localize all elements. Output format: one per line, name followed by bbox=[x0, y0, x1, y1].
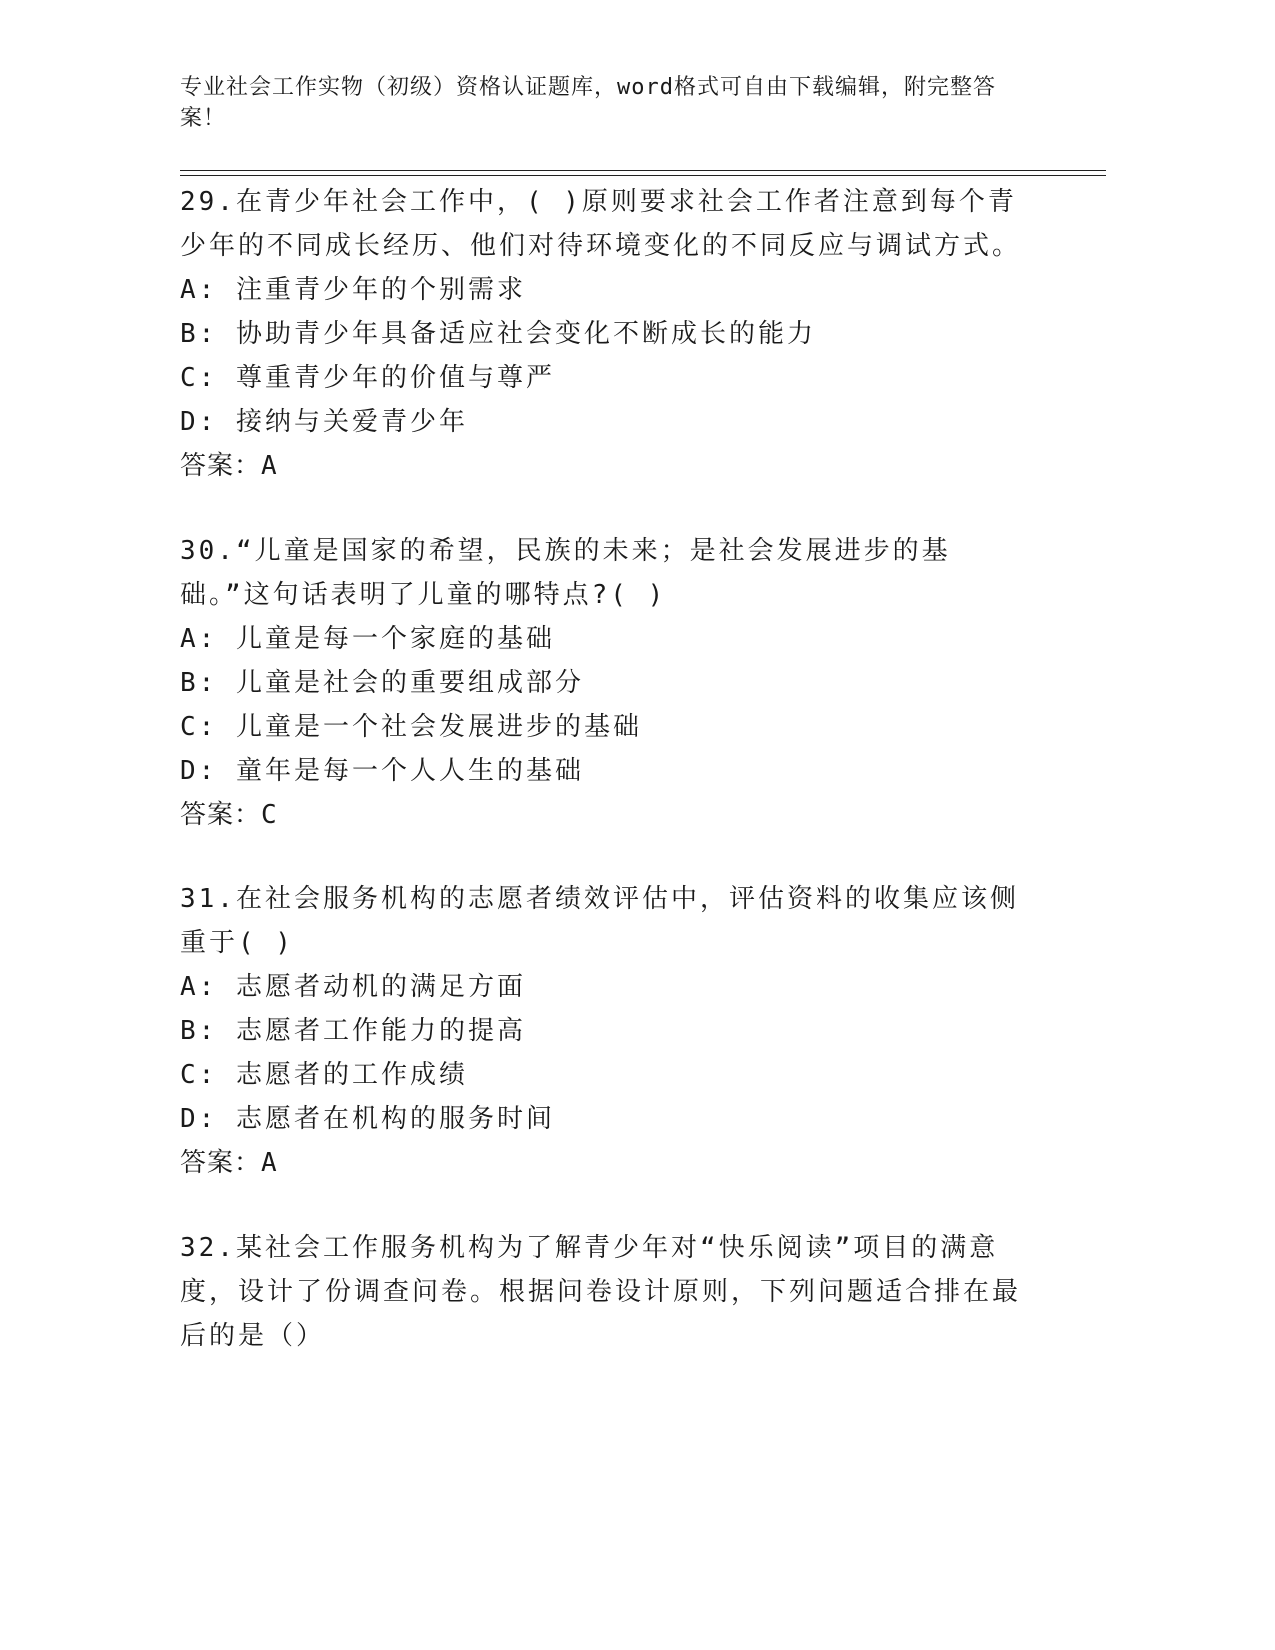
answer: 答案：A bbox=[180, 451, 278, 481]
answer: 答案：C bbox=[180, 800, 278, 830]
question-32 bbox=[180, 1226, 1040, 1358]
option-c: C: 尊重青少年的价值与尊严 bbox=[180, 363, 555, 393]
question-stem: 29.在青少年社会工作中，( )原则要求社会工作者注意到每个青少年的不同成长经历、他们对待环境变化的不同反应与调试方式。 bbox=[180, 187, 1022, 261]
question-stem: 31.在社会服务机构的志愿者绩效评估中，评估资料的收集应该侧重于( ) bbox=[180, 884, 1019, 958]
question-31 bbox=[180, 877, 1040, 1185]
option-c: C: 儿童是一个社会发展进步的基础 bbox=[180, 712, 642, 742]
option-d: D: 童年是每一个人人生的基础 bbox=[180, 756, 584, 786]
option-a: A: 志愿者动机的满足方面 bbox=[180, 972, 526, 1002]
option-b: B: 志愿者工作能力的提高 bbox=[180, 1016, 526, 1046]
header-rule-bottom bbox=[180, 175, 1106, 176]
question-29 bbox=[180, 180, 1040, 488]
answer: 答案：A bbox=[180, 1148, 278, 1178]
question-30 bbox=[180, 529, 1040, 837]
question-stem: 30.“儿童是国家的希望，民族的未来；是社会发展进步的基础。”这句话表明了儿童的哪特点?( ) bbox=[180, 536, 951, 610]
option-c: C: 志愿者的工作成绩 bbox=[180, 1060, 468, 1090]
question-stem: 32.某社会工作服务机构为了解青少年对“快乐阅读”项目的满意度，设计了份调查问卷。根据问卷设计原则，下列问题适合排在最后的是（） bbox=[180, 1233, 1022, 1351]
option-d: D: 志愿者在机构的服务时间 bbox=[180, 1104, 555, 1134]
option-a: A: 注重青少年的个别需求 bbox=[180, 275, 526, 305]
option-a: A: 儿童是每一个家庭的基础 bbox=[180, 624, 555, 654]
option-b: B: 儿童是社会的重要组成部分 bbox=[180, 668, 584, 698]
document-header: 专业社会工作实物（初级）资格认证题库，word格式可自由下载编辑，附完整答案！ bbox=[180, 75, 996, 131]
header-rule-top bbox=[180, 170, 1106, 171]
option-b: B: 协助青少年具备适应社会变化不断成长的能力 bbox=[180, 319, 816, 349]
option-d: D: 接纳与关爱青少年 bbox=[180, 407, 468, 437]
